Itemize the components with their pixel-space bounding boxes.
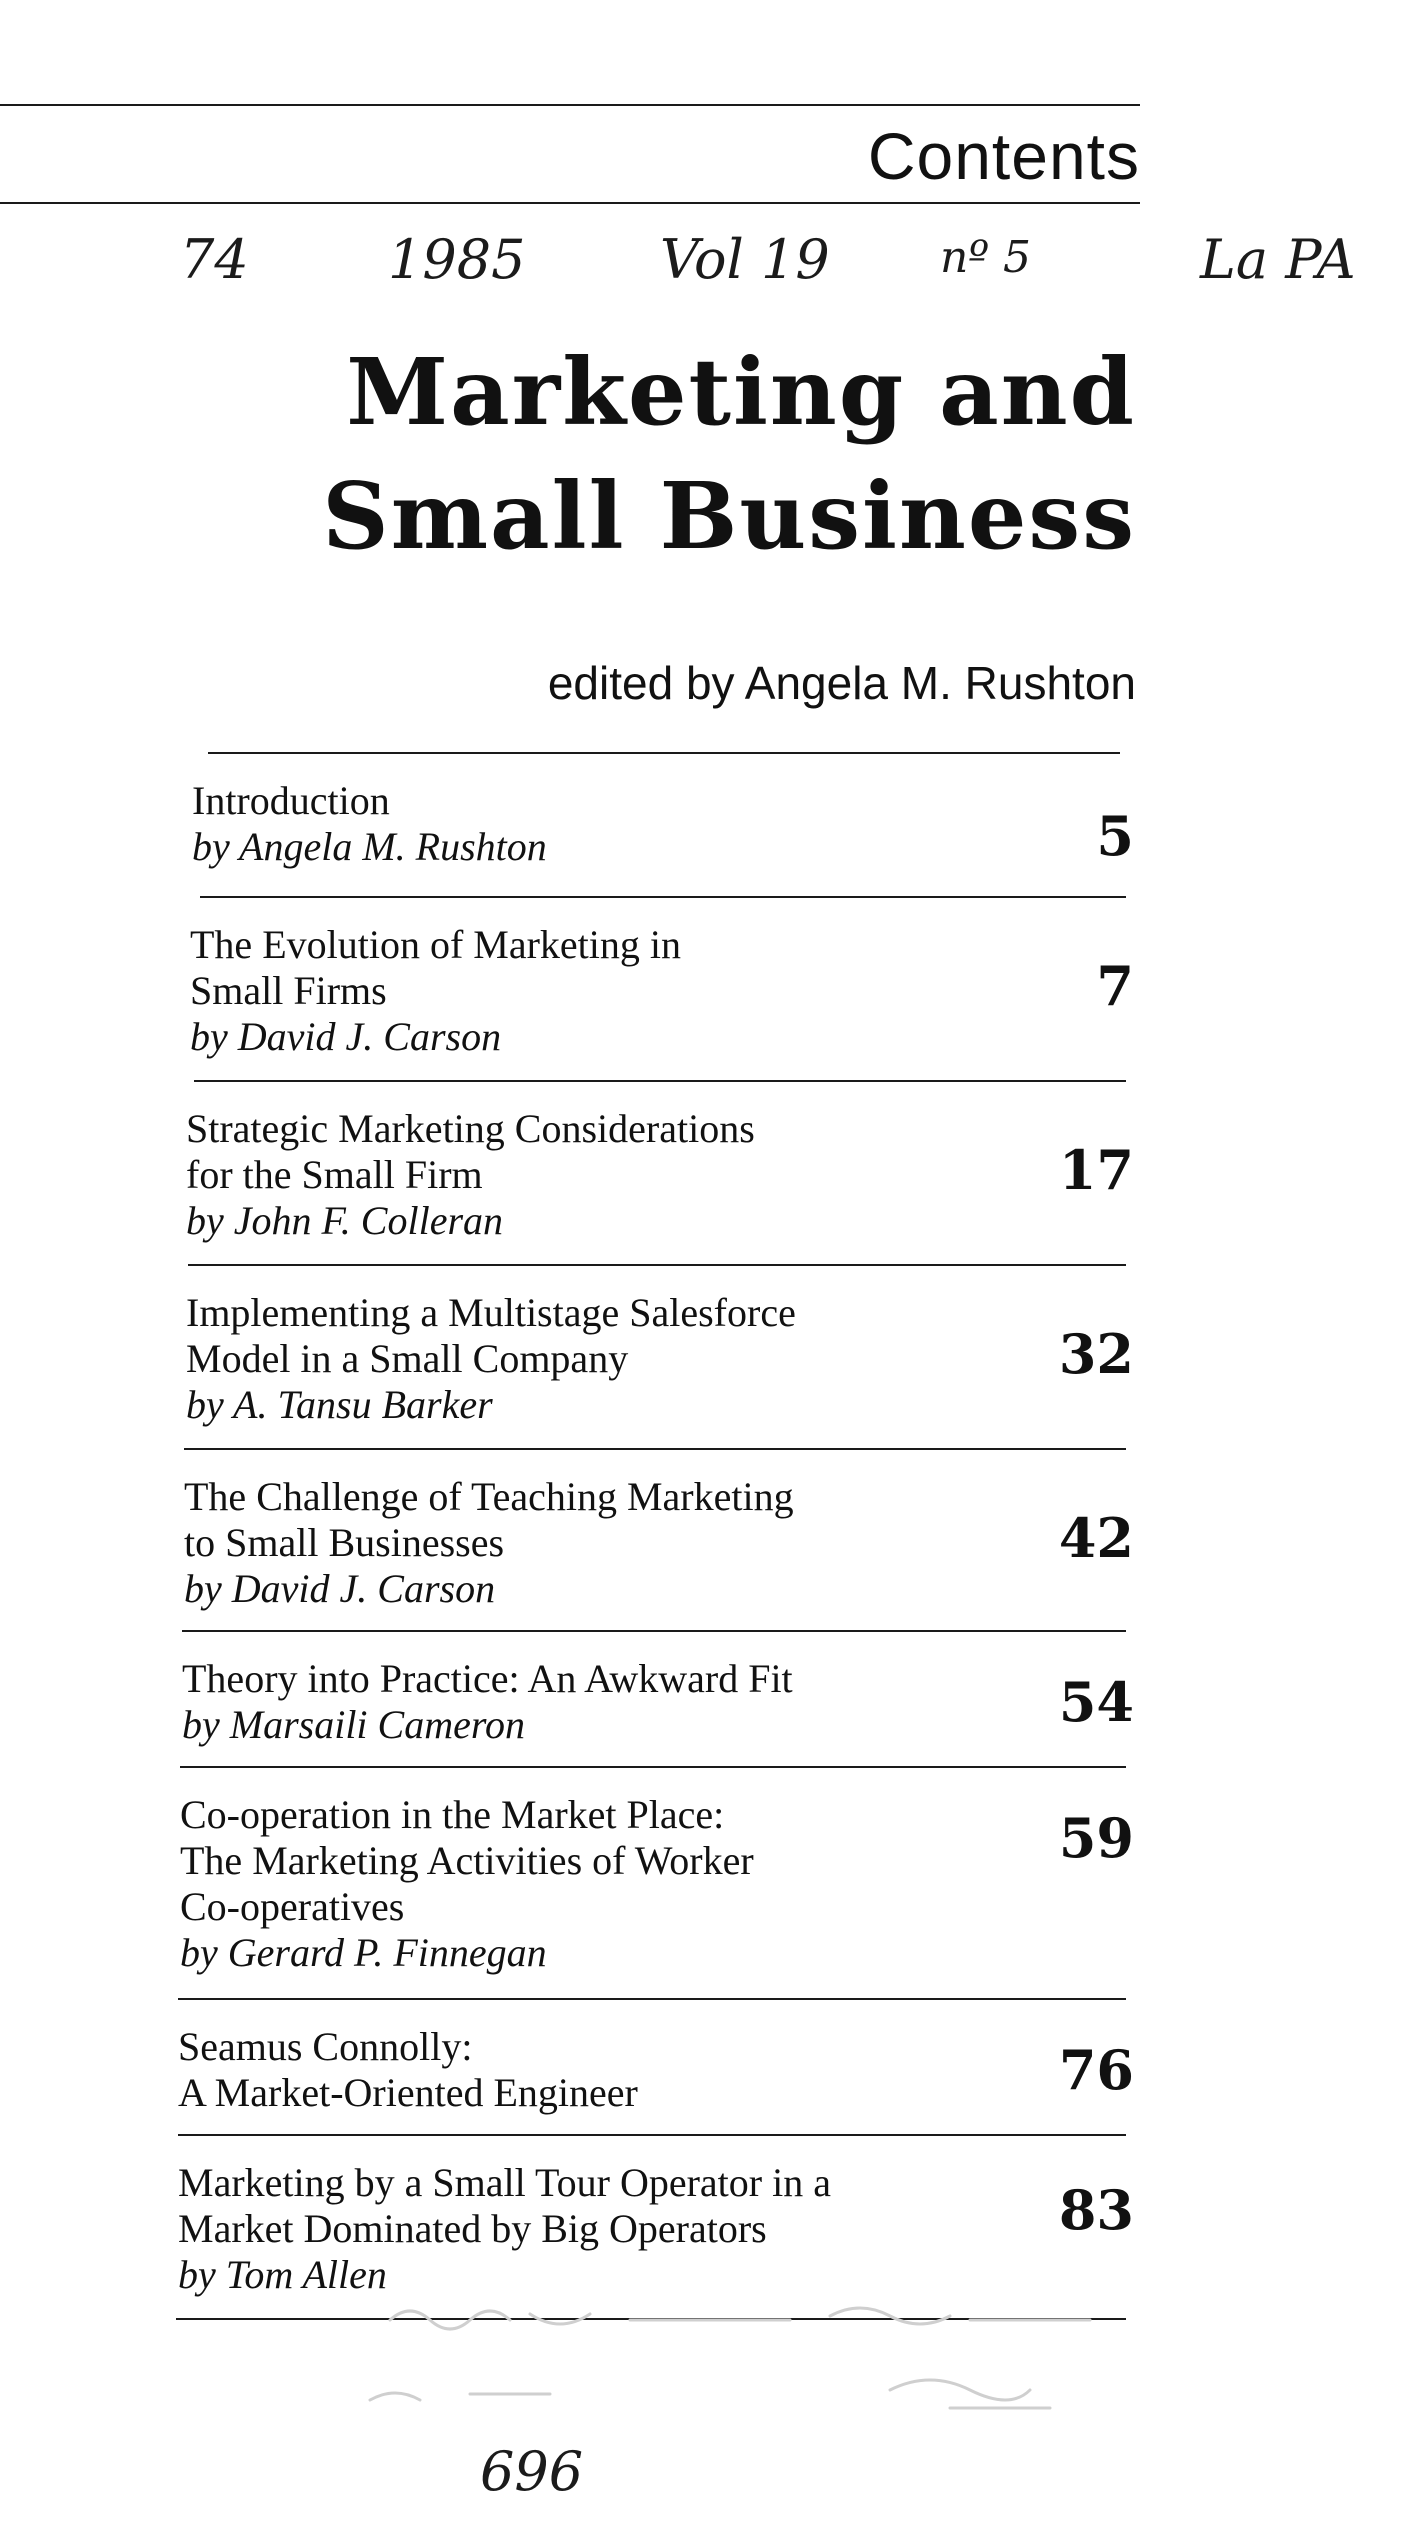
handwritten-note-item: Vol 19 [660, 228, 830, 291]
toc-entry-title-line: Co-operatives [180, 1884, 405, 1929]
toc-entry-title-line: Co-operation in the Market Place: [180, 1792, 725, 1837]
page-title-line1: Marketing and [346, 338, 1136, 446]
toc-entry-title-line: Implementing a Multistage Salesforce [186, 1290, 796, 1335]
toc-entry-title-line: to Small Businesses [184, 1520, 505, 1565]
toc-entry-title-line: The Challenge of Teaching Marketing [184, 1474, 794, 1519]
toc-divider [188, 1264, 1126, 1266]
toc-entry-author: by David J. Carson [190, 1014, 502, 1059]
toc-entry-text [192, 778, 547, 870]
toc-entry-page-number: 54 [1058, 1670, 1134, 1734]
toc-entry-author: by Tom Allen [178, 2252, 387, 2297]
toc-entry-title-line: Small Firms [190, 968, 387, 1013]
toc-entry-page-number: 5 [1096, 804, 1134, 868]
faded-library-stamp [330, 2290, 1130, 2450]
toc-entry-page-number: 76 [1058, 2038, 1134, 2102]
toc-entry-author: by Angela M. Rushton [192, 824, 547, 869]
toc-entry-title-line: The Marketing Activities of Worker [180, 1838, 754, 1883]
toc-entry-page-number: 83 [1058, 2178, 1134, 2242]
toc-entry-author: by A. Tansu Barker [186, 1382, 493, 1427]
toc-entry-author: by Gerard P. Finnegan [180, 1930, 547, 1975]
contents-label: Contents [867, 119, 1140, 193]
toc-entry-text [186, 1106, 755, 1244]
handwritten-note-item: La PA [1200, 228, 1356, 291]
toc-divider [200, 896, 1126, 898]
toc-entry-text [186, 1290, 796, 1428]
toc-entry-title-line: for the Small Firm [186, 1152, 483, 1197]
toc-entry-title-line: Market Dominated by Big Operators [178, 2206, 767, 2251]
toc-entry-text [182, 1656, 793, 1748]
toc-entry-title-line: Marketing by a Small Tour Operator in a [178, 2160, 831, 2205]
handwritten-note-item: nº 5 [940, 232, 1032, 283]
toc-divider [180, 1766, 1126, 1768]
toc-divider [184, 1448, 1126, 1450]
toc-divider [208, 752, 1120, 754]
toc-entry-text [184, 1474, 794, 1612]
toc-divider [182, 1630, 1126, 1632]
toc-entry-title-line: Theory into Practice: An Awkward Fit [182, 1656, 793, 1701]
toc-entry-page-number: 7 [1096, 954, 1134, 1018]
toc-entry-page-number: 32 [1058, 1322, 1134, 1386]
toc-entry-author: by Marsaili Cameron [182, 1702, 525, 1747]
handwritten-note-item: 1985 [388, 228, 526, 291]
handwritten-note-item: 74 [180, 228, 249, 291]
toc-entry-title-line: Strategic Marketing Considerations [186, 1106, 755, 1151]
toc-entry-text [178, 2024, 638, 2116]
toc-entry-title-line: Seamus Connolly: [178, 2024, 473, 2069]
toc-entry-author: by John F. Colleran [186, 1198, 504, 1243]
top-rule [0, 104, 1140, 106]
toc-entry-text [180, 1792, 754, 1976]
toc-entry-text [178, 2160, 831, 2298]
faded-stamp-marks [330, 2290, 1130, 2430]
toc-divider [178, 1998, 1126, 2000]
toc-entry-author: by David J. Carson [184, 1566, 496, 1611]
toc-divider [178, 2134, 1126, 2136]
toc-entry-page-number: 59 [1058, 1806, 1134, 1870]
toc-entry-title-line: Introduction [192, 778, 390, 823]
toc-entry-title-line: Model in a Small Company [186, 1336, 629, 1381]
toc-entry-text [190, 922, 681, 1060]
page-title-line2: Small Business [322, 462, 1136, 570]
contents-underline [0, 202, 1140, 204]
handwritten-accession-number: 696 [480, 2440, 584, 2503]
toc-entry-page-number: 17 [1058, 1138, 1134, 1202]
toc-entry-title-line: The Evolution of Marketing in [190, 922, 682, 967]
toc-entry-page-number: 42 [1058, 1506, 1134, 1570]
toc-entry-title-line: A Market-Oriented Engineer [178, 2070, 638, 2115]
editor-line: edited by Angela M. Rushton [547, 657, 1136, 709]
toc-divider [194, 1080, 1126, 1082]
